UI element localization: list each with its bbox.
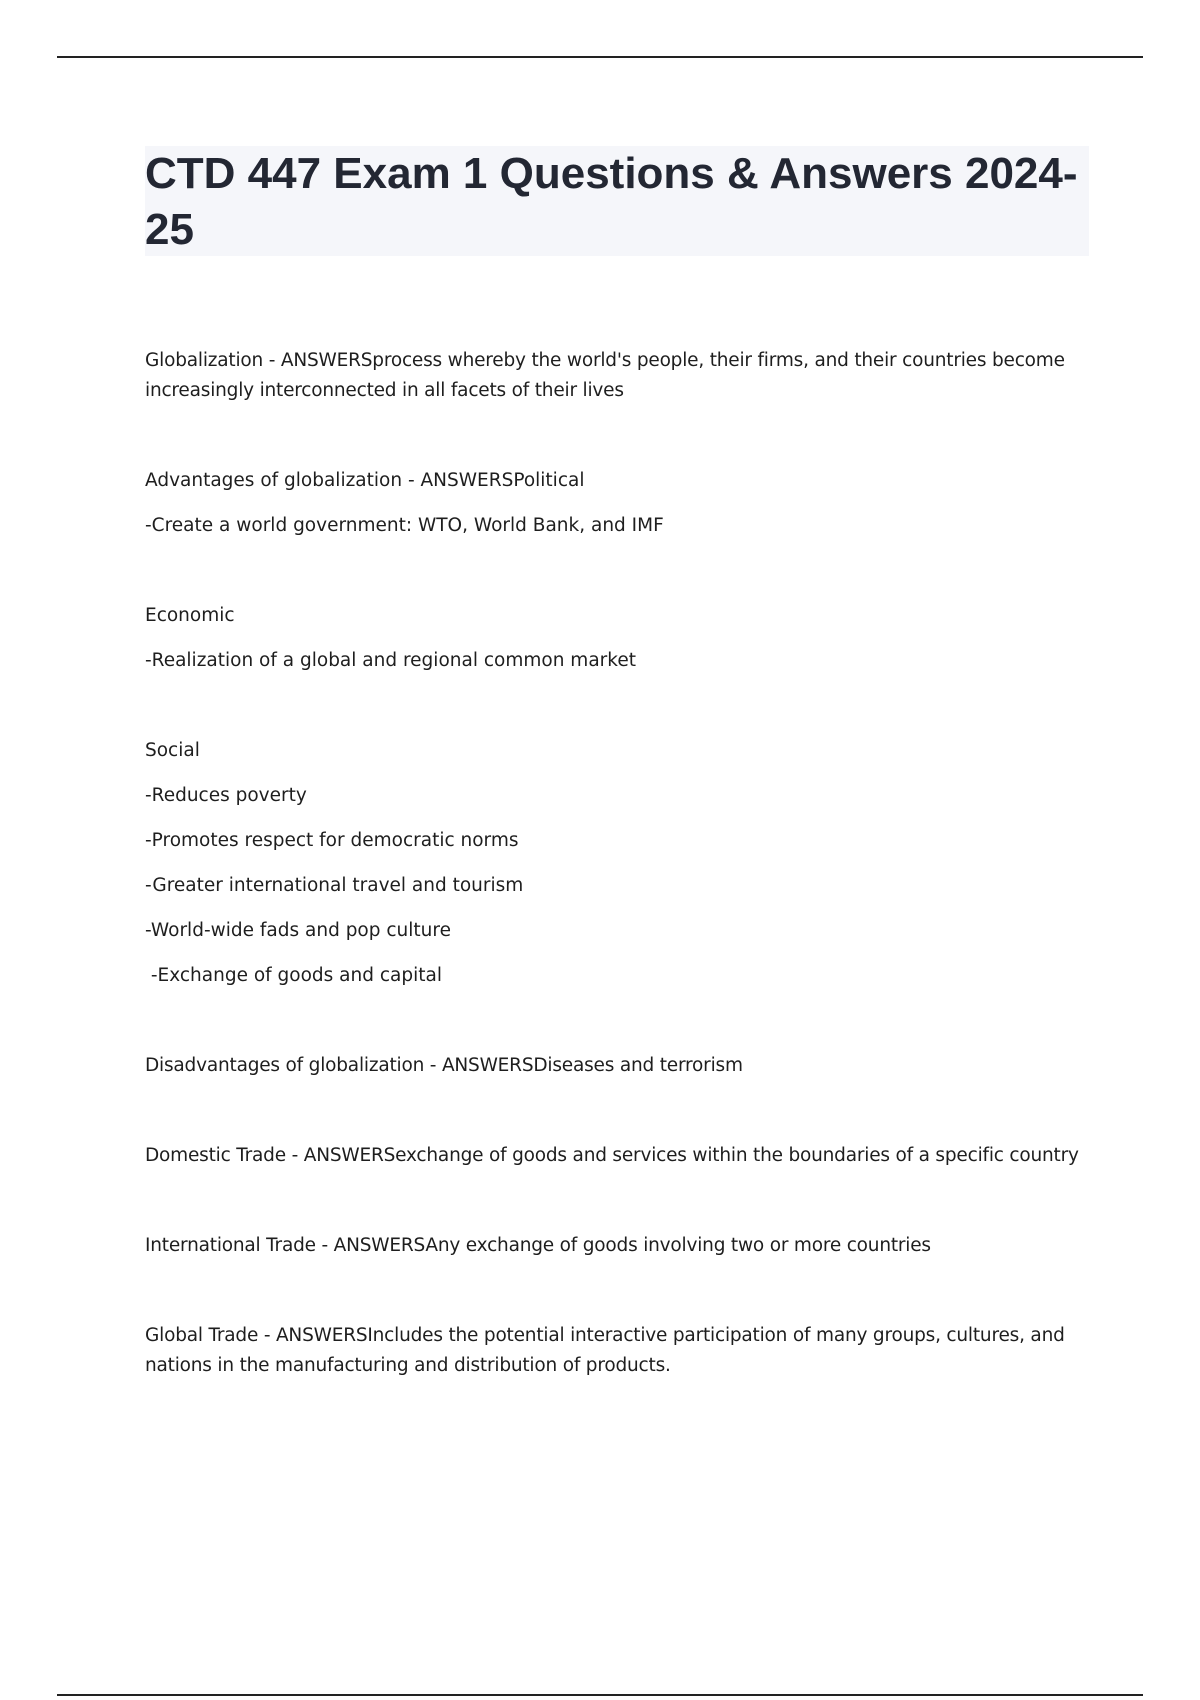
qa-line: -Create a world government: WTO, World Bank, and IMF: [145, 515, 664, 536]
qa-entry-globalization: Globalization - ANSWERSprocess whereby the world's people, their firms, and their countries become increasingly interconnected in all facets of their lives: [145, 350, 1065, 401]
qa-line: -Greater international travel and tourism: [145, 875, 524, 896]
qa-line: -Reduces poverty: [145, 785, 307, 806]
qa-entry-domestic-trade: Domestic Trade - ANSWERSexchange of goods and services within the boundaries of a specific country: [145, 1145, 1079, 1166]
qa-entry-economic: [145, 601, 1085, 676]
qa-line: -World-wide fads and pop culture: [145, 920, 451, 941]
qa-content: [145, 346, 1085, 1381]
qa-line: Economic: [145, 605, 235, 626]
qa-line: -Exchange of goods and capital: [145, 965, 442, 986]
qa-entry-global-trade: Global Trade - ANSWERSIncludes the potential interactive participation of many groups, cultures, and nations in the manufacturing and distribution of products.: [145, 1325, 1065, 1376]
qa-line: Social: [145, 740, 200, 761]
title-banner: [145, 146, 1089, 256]
qa-line: -Realization of a global and regional common market: [145, 650, 636, 671]
qa-entry-social: [145, 736, 1085, 991]
top-rule: [57, 56, 1143, 58]
qa-entry-disadvantages: Disadvantages of globalization - ANSWERSDiseases and terrorism: [145, 1055, 743, 1076]
qa-line: Advantages of globalization - ANSWERSPolitical: [145, 470, 585, 491]
document-title: CTD 447 Exam 1 Questions & Answers 2024-25: [145, 149, 1078, 254]
qa-entry-international-trade: International Trade - ANSWERSAny exchange of goods involving two or more countries: [145, 1235, 931, 1256]
qa-entry-advantages: [145, 466, 1085, 541]
qa-line: -Promotes respect for democratic norms: [145, 830, 519, 851]
bottom-rule: [57, 1694, 1143, 1696]
